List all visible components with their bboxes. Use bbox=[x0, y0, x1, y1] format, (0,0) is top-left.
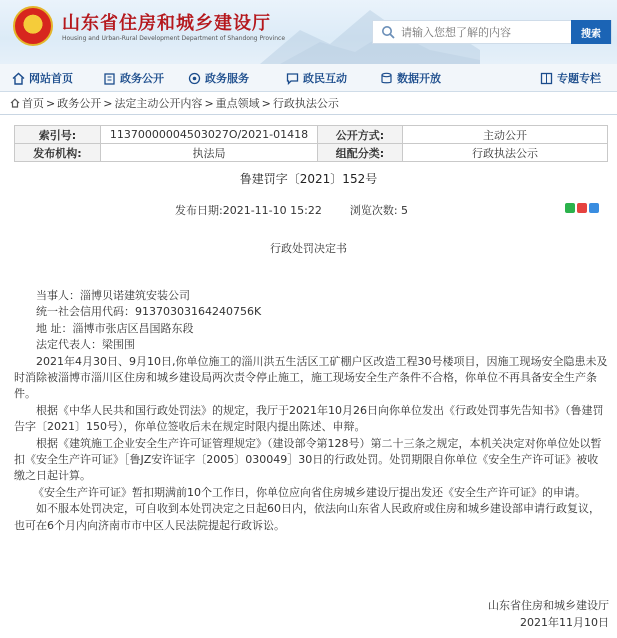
nav-item-interaction[interactable] bbox=[286, 70, 347, 86]
issuer-value: 执法局 bbox=[101, 144, 318, 162]
building-icon bbox=[103, 72, 116, 85]
breadcrumb-separator: > bbox=[46, 96, 56, 110]
search-input[interactable] bbox=[401, 23, 561, 41]
search-icon bbox=[381, 25, 395, 39]
breadcrumb-link-key-areas[interactable]: 重点领域 bbox=[215, 97, 260, 110]
issuer-label: 发布机构: bbox=[15, 144, 101, 162]
site-subtitle: Housing and Urban-Rural Development Department of Shandong Province bbox=[62, 35, 286, 42]
view-count: 浏览次数: 5 bbox=[349, 204, 409, 217]
breadcrumb-home-icon bbox=[10, 98, 20, 108]
category-label: 组配分类: bbox=[318, 144, 403, 162]
nav-item-home[interactable] bbox=[12, 70, 73, 86]
nav-label: 数据开放 bbox=[397, 72, 441, 85]
national-emblem-icon bbox=[13, 6, 53, 46]
site-title[interactable]: 山东省住房和城乡建设厅 bbox=[62, 13, 271, 34]
site-header bbox=[0, 0, 617, 64]
legal-rep-line: 法定代表人：梁围围 bbox=[36, 338, 135, 352]
address-line: 地 址：淄博市张店区昌国路东段 bbox=[36, 321, 194, 335]
nav-item-gov-affairs[interactable] bbox=[103, 70, 164, 86]
index-label: 索引号: bbox=[15, 126, 101, 144]
chat-icon bbox=[286, 72, 299, 85]
paragraph-appeal: 如不服本处罚决定，可自收到本处罚决定之日起60日内，依法向山东省人民政府或住房和城乡建设部申请行政复议，也可在6个月内向济南市市中区人民法院提起行政诉讼。 bbox=[14, 502, 600, 532]
nav-label: 网站首页 bbox=[29, 72, 73, 85]
search-box bbox=[372, 20, 612, 44]
nav-item-special-column[interactable] bbox=[540, 70, 601, 86]
wechat-share-icon[interactable] bbox=[565, 203, 575, 213]
signature-date: 2021年11月10日 bbox=[520, 616, 609, 629]
paragraph-notice: 根据《中华人民共和国行政处罚法》的规定，我厅于2021年10月26日向你单位发出《行政处罚事先告知书》（鲁建罚告字〔2021〕150号），你单位签收后未在规定时限内提出陈述、申辩。 bbox=[14, 403, 604, 434]
home-icon bbox=[12, 72, 25, 85]
document-meta-table bbox=[14, 125, 608, 162]
publish-date: 发布日期:2021-11-10 15:22 bbox=[175, 204, 322, 217]
breadcrumb-separator: > bbox=[261, 96, 271, 110]
column-icon bbox=[540, 72, 553, 85]
breadcrumb-link-home[interactable]: 首页 bbox=[22, 97, 44, 110]
credit-code-line: 统一社会信用代码：91370303164240756K bbox=[36, 305, 262, 319]
breadcrumb-divider bbox=[0, 114, 617, 115]
party-line: 当事人：淄博贝诺建筑安装公司 bbox=[36, 289, 190, 302]
paragraph-penalty: 根据《建筑施工企业安全生产许可证管理规定》（建设部令第128号）第二十三条之规定，本机关决定对你单位处以暂扣《安全生产许可证》［鲁JZ安许证字〔2005〕030049］30日的行政处罚。处罚期限自你单位《安全生产许可证》被收缴之日起计算。 bbox=[14, 436, 602, 483]
breadcrumb-separator: > bbox=[103, 96, 113, 110]
document-number: 鲁建罚字〔2021〕152号 bbox=[239, 172, 378, 186]
nav-item-gov-service[interactable] bbox=[188, 70, 249, 86]
share-tools bbox=[565, 203, 599, 213]
data-icon bbox=[380, 72, 393, 85]
category-value: 行政执法公示 bbox=[403, 144, 608, 162]
document-title: 行政处罚决定书 bbox=[270, 242, 347, 255]
breadcrumb-separator: > bbox=[204, 96, 214, 110]
main-nav bbox=[0, 64, 617, 92]
signature-block bbox=[488, 597, 609, 631]
search-button[interactable]: 搜索 bbox=[571, 20, 611, 44]
publish-info bbox=[175, 202, 408, 218]
service-icon bbox=[188, 72, 201, 85]
breadcrumb-link-statutory[interactable]: 法定主动公开内容 bbox=[114, 97, 203, 110]
open-method-value: 主动公开 bbox=[403, 126, 608, 144]
paragraph-return: 《安全生产许可证》暂扣期满前10个工作日，你单位应向省住房城乡建设厅提出发还《安全生产许可证》的申请。 bbox=[33, 485, 586, 499]
paragraph-facts: 2021年4月30日、9月10日,你单位施工的淄川洪五生活区工矿棚户区改造工程30号楼项目，因施工现场安全隐患未及时消除被淄博市淄川区住房和城乡建设局两次责令停止施工，施工现场安全生产条件不合格，你单位不再具备安全生产条件。 bbox=[14, 354, 608, 401]
nav-item-open-data[interactable] bbox=[380, 70, 441, 86]
signature-org: 山东省住房和城乡建设厅 bbox=[488, 599, 609, 612]
index-value: 11370000004503027O/2021-01418 bbox=[101, 126, 318, 144]
nav-label: 政务服务 bbox=[205, 72, 249, 85]
nav-label: 专题专栏 bbox=[557, 72, 601, 85]
breadcrumb-link-enforcement[interactable]: 行政执法公示 bbox=[272, 97, 339, 110]
open-method-label: 公开方式: bbox=[318, 126, 403, 144]
weibo-share-icon[interactable] bbox=[577, 203, 587, 213]
nav-label: 政务公开 bbox=[120, 72, 164, 85]
breadcrumb-link-gov-affairs[interactable]: 政务公开 bbox=[57, 97, 102, 110]
breadcrumb bbox=[10, 95, 339, 111]
qzone-share-icon[interactable] bbox=[589, 203, 599, 213]
document-body bbox=[14, 288, 609, 534]
nav-label: 政民互动 bbox=[303, 72, 347, 85]
